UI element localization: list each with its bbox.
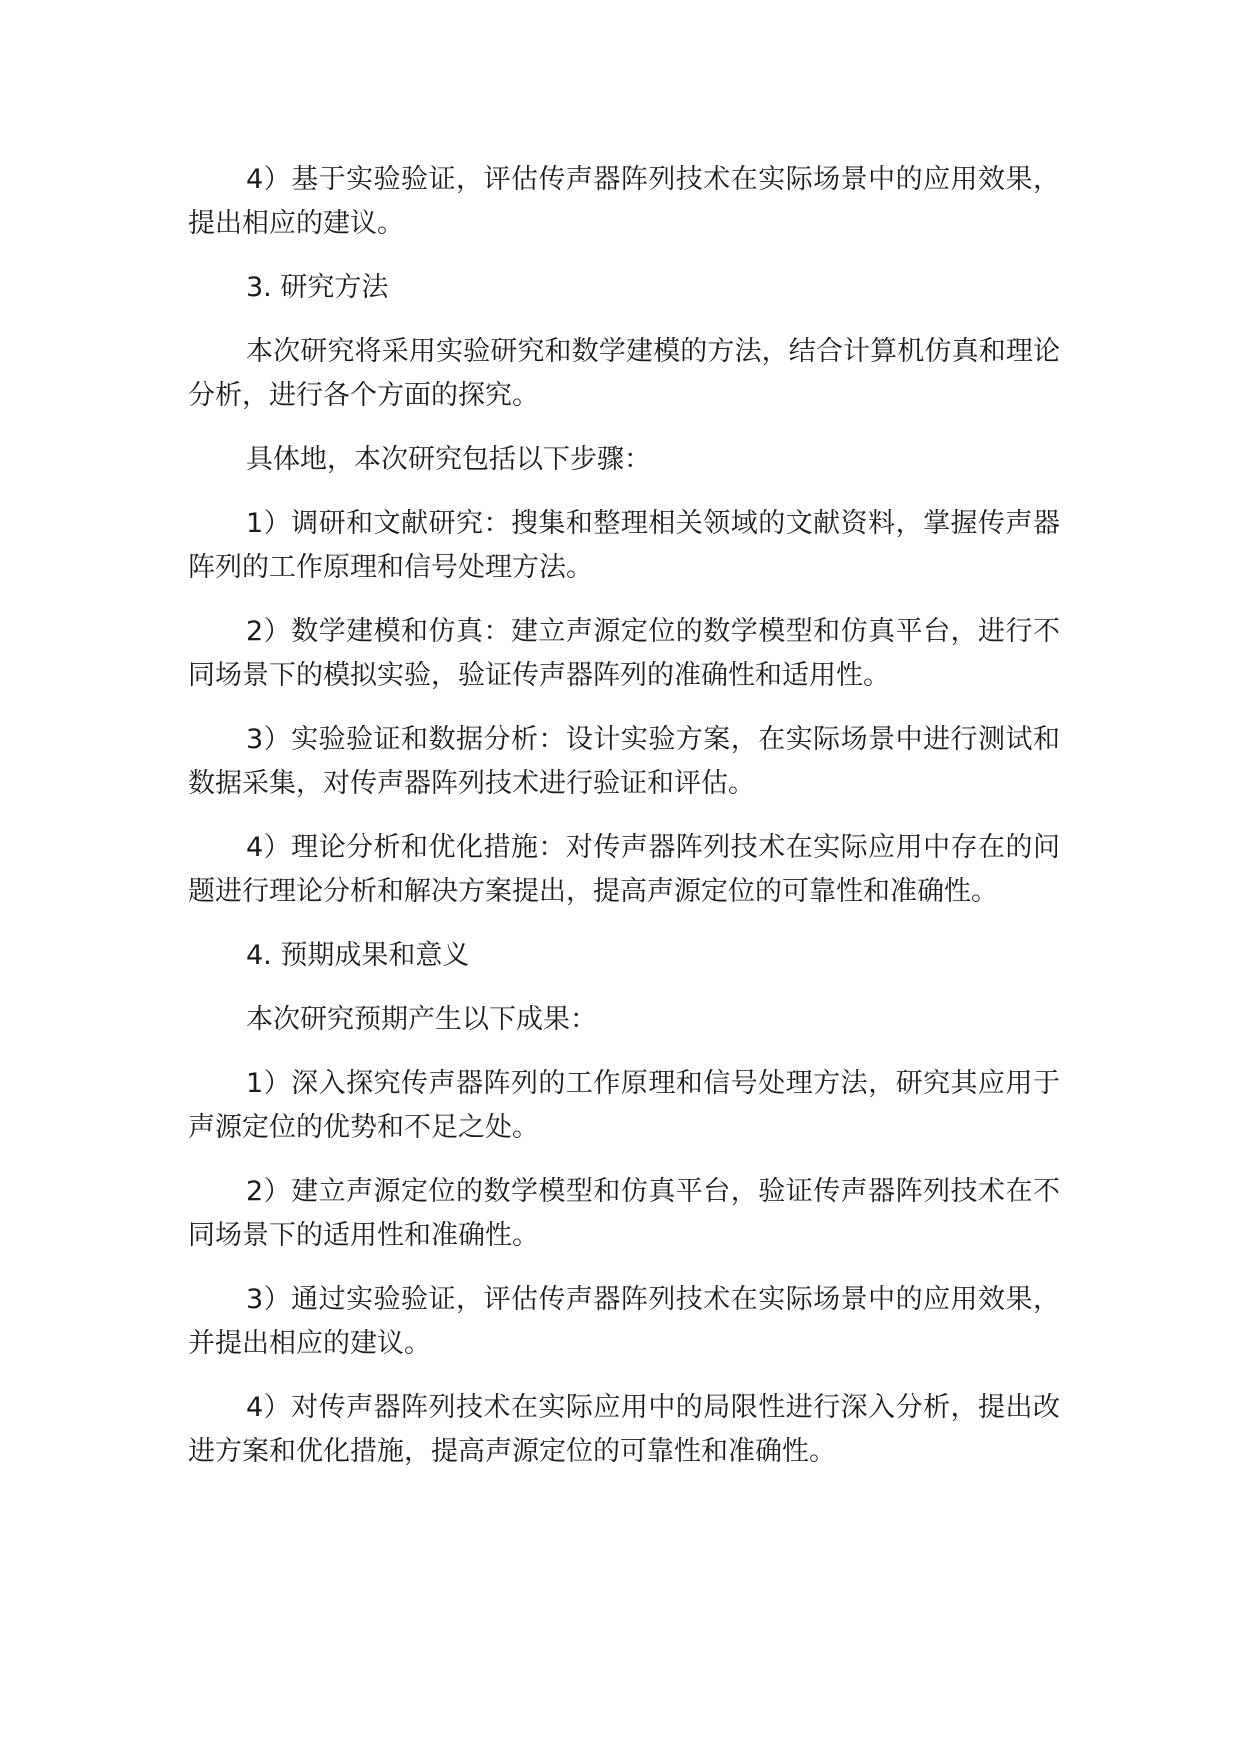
section-heading-research-methods: 3. 研究方法 [246, 272, 389, 303]
paragraph-result-4: 4）对传声器阵列技术在实际应用中的局限性进行深入分析，提出改进方案和优化措施，提高声源定位的可靠性和准确性。 [188, 1392, 1060, 1467]
paragraph-result-1: 1）深入探究传声器阵列的工作原理和信号处理方法，研究其应用于声源定位的优势和不足之处。 [188, 1068, 1060, 1143]
paragraph-goal-4: 4）基于实验验证，评估传声器阵列技术在实际场景中的应用效果，提出相应的建议。 [188, 164, 1060, 239]
section-heading-expected-results: 4. 预期成果和意义 [246, 940, 470, 971]
paragraph-step-4: 4）理论分析和优化措施：对传声器阵列技术在实际应用中存在的问题进行理论分析和解决方案提出，提高声源定位的可靠性和准确性。 [188, 832, 1060, 907]
paragraph-steps-intro: 具体地，本次研究包括以下步骤： [246, 444, 651, 475]
document-body [188, 158, 1060, 1494]
paragraph-results-intro: 本次研究预期产生以下成果： [246, 1004, 597, 1035]
paragraph-step-2: 2）数学建模和仿真：建立声源定位的数学模型和仿真平台，进行不同场景下的模拟实验，验证传声器阵列的准确性和适用性。 [188, 616, 1060, 691]
paragraph-step-1: 1）调研和文献研究：搜集和整理相关领域的文献资料，掌握传声器阵列的工作原理和信号处理方法。 [188, 508, 1060, 583]
paragraph-result-3: 3）通过实验验证，评估传声器阵列技术在实际场景中的应用效果，并提出相应的建议。 [188, 1284, 1060, 1359]
paragraph-step-3: 3）实验验证和数据分析：设计实验方案，在实际场景中进行测试和数据采集，对传声器阵列技术进行验证和评估。 [188, 724, 1060, 799]
paragraph-result-2: 2）建立声源定位的数学模型和仿真平台，验证传声器阵列技术在不同场景下的适用性和准确性。 [188, 1176, 1060, 1251]
paragraph-methods-intro: 本次研究将采用实验研究和数学建模的方法，结合计算机仿真和理论分析，进行各个方面的探究。 [188, 336, 1060, 411]
